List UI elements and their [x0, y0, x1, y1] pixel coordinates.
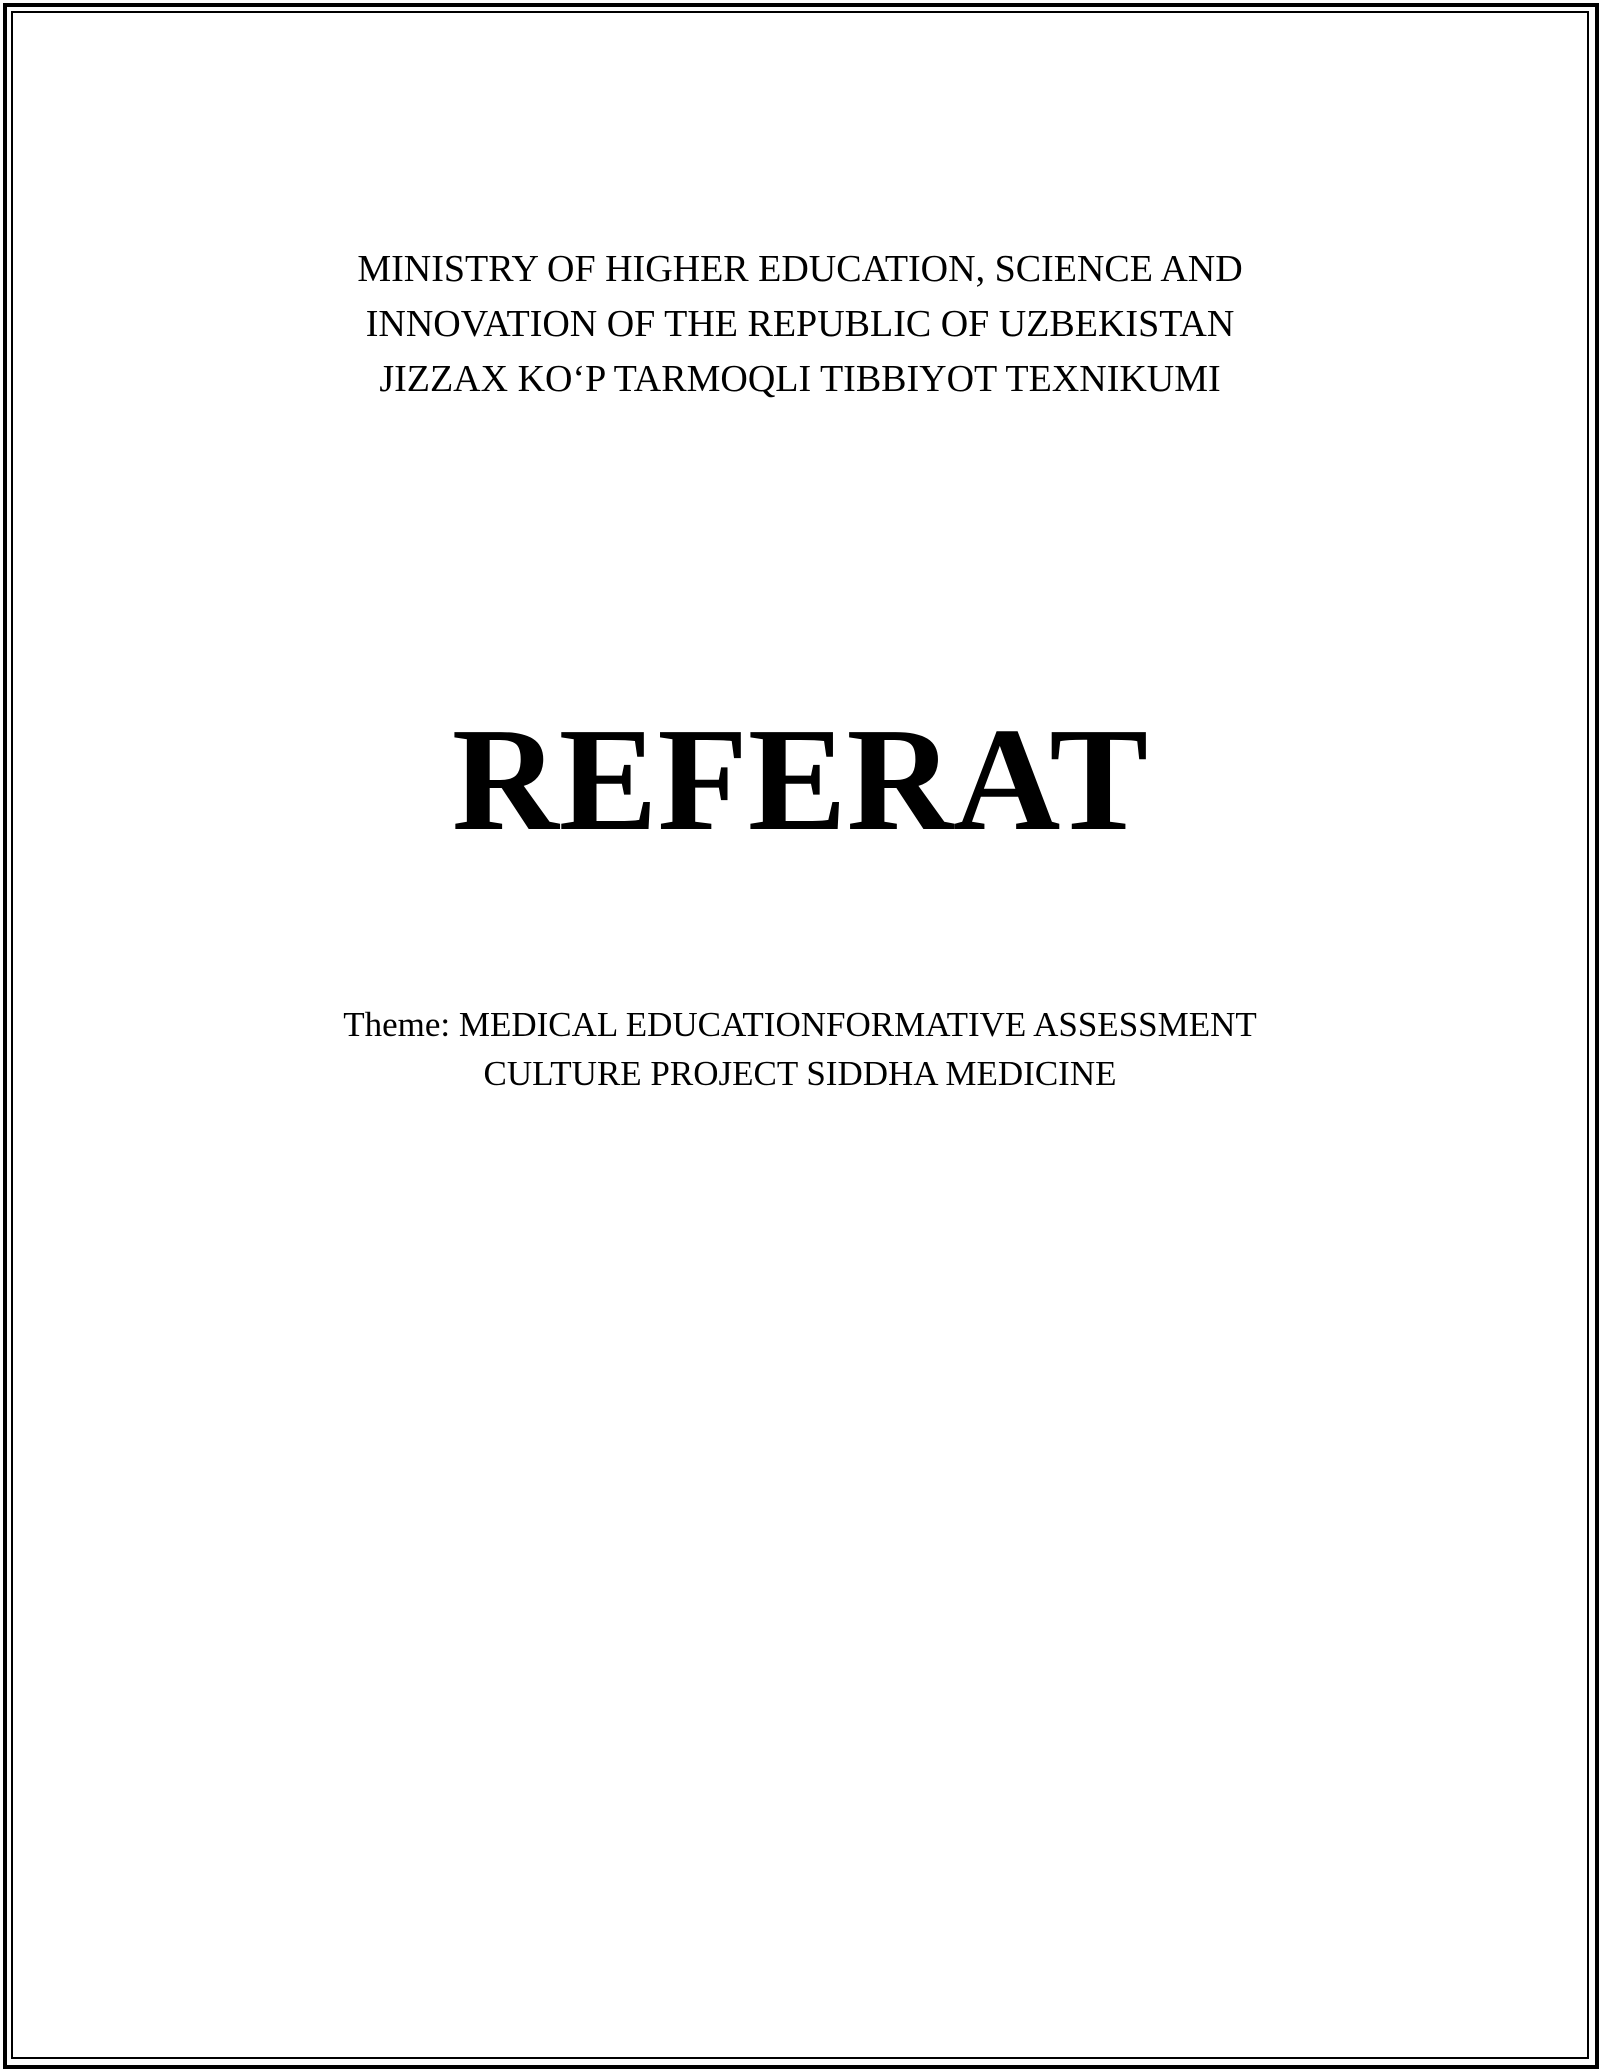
institution-header [0, 242, 1600, 407]
theme-block [0, 1000, 1600, 1098]
header-line-ministry: MINISTRY OF HIGHER EDUCATION, SCIENCE AND [357, 248, 1243, 290]
theme-line-1: Theme: MEDICAL EDUCATIONFORMATIVE ASSESSMENT [343, 1005, 1257, 1044]
theme-line-2: CULTURE PROJECT SIDDHA MEDICINE [483, 1054, 1117, 1093]
document-title: REFERAT [451, 698, 1149, 862]
header-line-republic: INNOVATION OF THE REPUBLIC OF UZBEKISTAN [365, 303, 1235, 345]
header-line-college: JIZZAX KO‘P TARMOQLI TIBBIYOT TEXNIKUMI [379, 358, 1221, 400]
